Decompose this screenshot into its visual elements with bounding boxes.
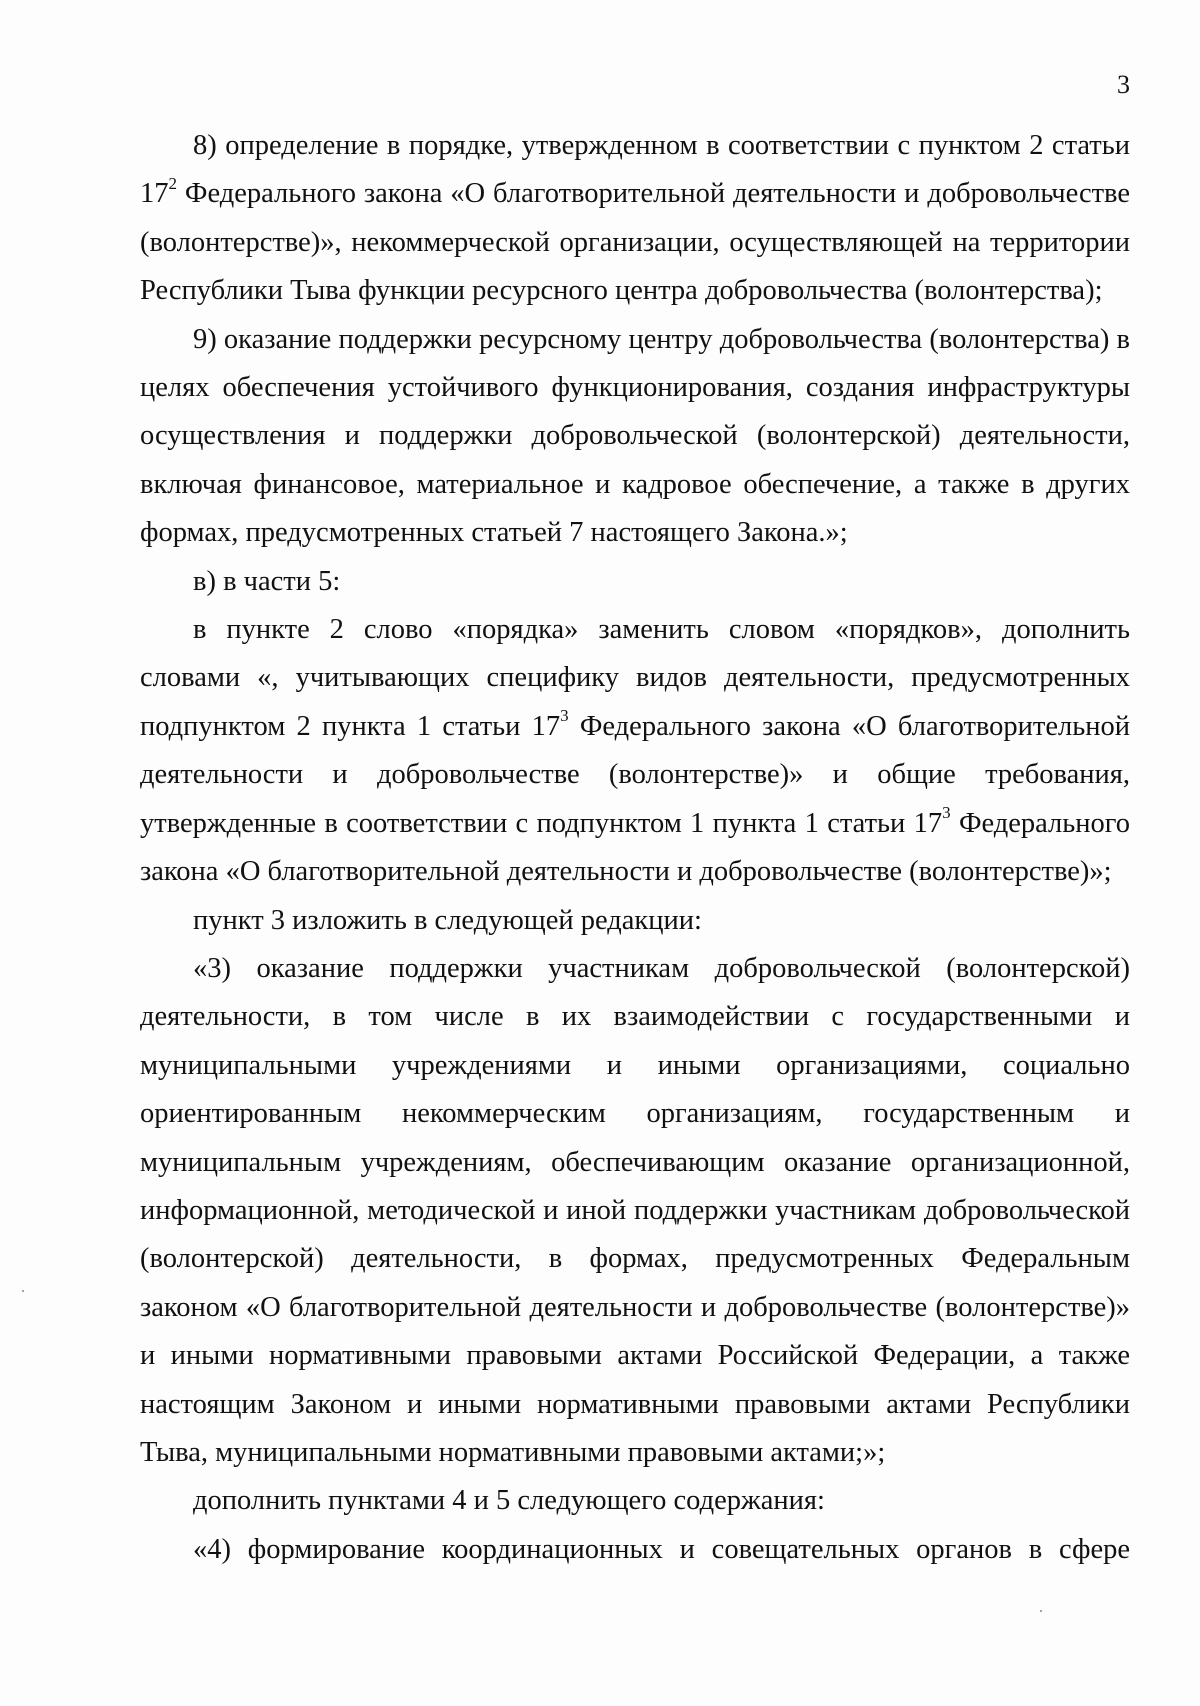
paragraph-text: в пункте 2 слово «порядка» заменить словом «порядков», дополнить словами «, учитывающих специфику видов деятельности, предусмотренных подпунктом 2 пункта 1 статьи 17	[140, 614, 1130, 742]
paragraph-add-points-intro	[140, 1477, 1130, 1525]
scan-speck	[1040, 1610, 1042, 1612]
paragraph-text: Федерального закона «О благотворительной деятельности и добровольчестве (волонтерстве)», некоммерческой организации, осуществляющей на территории Республики Тыва функции ресурсного центра добровольчества (волонтерства);	[140, 178, 1130, 307]
paragraph-point-3-intro	[140, 897, 1130, 945]
paragraph-text: в) в части 5:	[193, 565, 341, 597]
paragraph-text: «4) формирование координационных и совещательных органов в сфере	[193, 1533, 1130, 1565]
superscript: 2	[168, 173, 177, 193]
paragraph-text: 9) оказание поддержки ресурсному центру добровольчества (волонтерства) в целях обеспечения устойчивого функционирования, создания инфраструктуры осуществления и поддержки добровольческой (волонтерской) деятельности, включая финансовое, материальное и кадровое обеспечение, а также в других формах, предусмотренных статьей 7 настоящего Закона.»;	[140, 323, 1130, 549]
paragraph-text: пункт 3 изложить в следующей редакции:	[193, 904, 702, 936]
paragraph-item-9	[140, 316, 1130, 558]
superscript: 3	[560, 706, 569, 726]
paragraph-point-3-new-text	[140, 945, 1130, 1477]
paragraph-text: Федерального закона «О благотворительной деятельности и добровольчестве (волонтерстве)»;	[140, 807, 1130, 888]
paragraph-text: дополнить пунктами 4 и 5 следующего содержания:	[193, 1485, 825, 1517]
paragraph-item-8	[140, 122, 1130, 316]
page-number: 3	[1117, 70, 1130, 99]
scan-speck	[22, 1290, 24, 1292]
paragraph-text: Федерального закона «О благотворительной деятельности и добровольчестве (волонтерстве)» и общие требования, утвержденные в соответствии с подпунктом 1 пункта 1 статьи 17	[140, 710, 1130, 839]
paragraph-text: «3) оказание поддержки участникам добровольческой (волонтерской) деятельности, в том числе в их взаимодействии с государственными и муниципальными учреждениями и иными организациями, социально ориентированным некоммерческим организациям, государственным и муниципальным учреждениям, обеспечивающим оказание организационной, информационной, методической и иной поддержки участникам добровольческой (волонтерской) деятельности, в формах, предусмотренных Федеральным законом «О благотворительной деятельности и добровольчестве (волонтерстве)» и иными нормативными правовыми актами Российской Федерации, а также настоящим Законом и иными нормативными правовыми актами Республики Тыва, муниципальными нормативными правовыми актами;»;	[140, 952, 1130, 1468]
paragraph-part-5-heading	[140, 558, 1130, 606]
document-body	[140, 122, 1130, 1574]
paragraph-point-4-new-text	[140, 1526, 1130, 1574]
paragraph-text: 8) определение в порядке, утвержденном в соответствии с пунктом 2 статьи 17	[140, 130, 1130, 210]
paragraph-point-2-amendment	[140, 606, 1130, 896]
superscript: 3	[942, 803, 951, 823]
